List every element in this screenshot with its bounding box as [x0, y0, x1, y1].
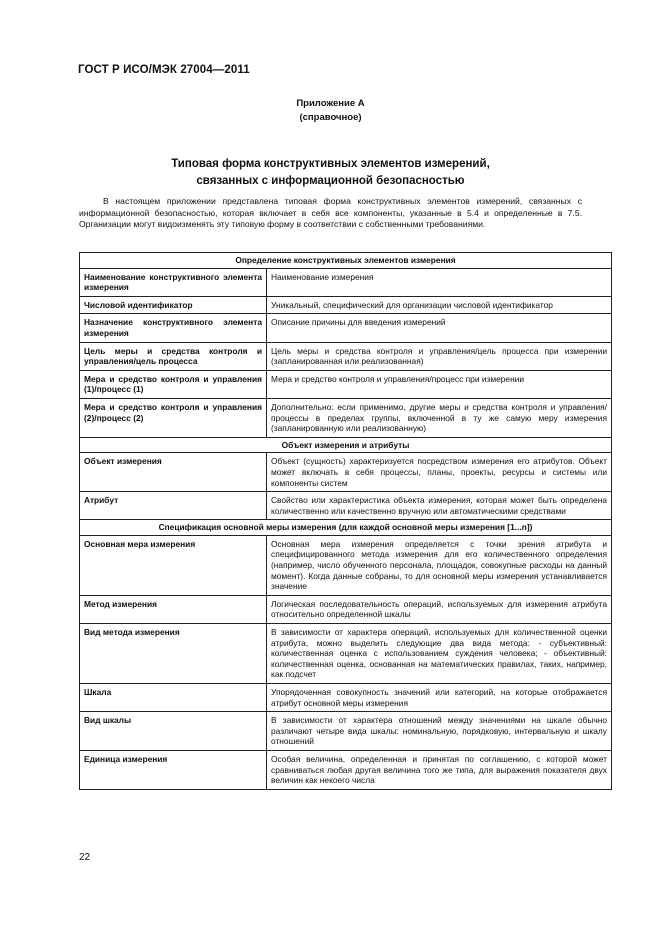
- table-row: [80, 453, 612, 492]
- title-line-1: Типовая форма конструктивных элементов измерений,: [171, 158, 490, 170]
- annex-label: Приложение А: [296, 98, 365, 109]
- table-row: [80, 750, 612, 789]
- intro-paragraph: В настоящем приложении представлена типовая форма конструктивных элементов измерений, связанных с информационной безопасностью, которая включает в себя все компоненты, указанные в 5.4 и определенные в 7.5. Организации могут видоизменять эту типовую форму в соответствии с собственными требованиями.: [79, 196, 582, 229]
- field-name: Основная мера измерения: [80, 535, 267, 595]
- field-name: Назначение конструктивного элемента измерения: [80, 314, 267, 342]
- field-name: Вид метода измерения: [80, 624, 267, 684]
- field-description: Цель меры и средства контроля и управления/цель процесса при измерении (запланированная или реализованная): [267, 342, 612, 370]
- field-description: Свойство или характеристика объекта измерения, которая может быть определена количественно или качественно вручную или автоматическими средствами: [267, 492, 612, 520]
- annex-heading: [0, 97, 661, 125]
- field-description: Описание причины для введения измерений: [267, 314, 612, 342]
- document-title: [0, 156, 661, 190]
- field-description: Наименование измерения: [267, 268, 612, 296]
- page-number: 22: [79, 852, 91, 863]
- field-description: Логическая последовательность операций, используемых для измерения атрибута относительно определенной шкалы: [267, 595, 612, 623]
- field-name: Метод измерения: [80, 595, 267, 623]
- table-row: [80, 595, 612, 623]
- field-description: Объект (сущность) характеризуется посредством измерения его атрибутов. Объект может включать в себя процессы, планы, проекты, ресурсы и системы или компоненты систем: [267, 453, 612, 492]
- table-row: [80, 624, 612, 684]
- table-row: [80, 342, 612, 370]
- field-description: Упорядоченная совокупность значений или категорий, на которые отображается атрибут основной меры измерения: [267, 684, 612, 712]
- field-name: Наименование конструктивного элемента измерения: [80, 268, 267, 296]
- table-row: [80, 268, 612, 296]
- field-name: Объект измерения: [80, 453, 267, 492]
- field-description: Мера и средство контроля и управления/процесс при измерении: [267, 370, 612, 398]
- standard-code: ГОСТ Р ИСО/МЭК 27004—2011: [78, 64, 250, 76]
- field-description: В зависимости от характера отношений между значениями на шкале обычно различают четыре вида шкалы: номинальную, порядковую, интервальную и шкалу отношений: [267, 712, 612, 751]
- section-header-row: [80, 253, 612, 269]
- section-heading: Спецификация основной меры измерения (для каждой основной меры измерения [1...n]): [80, 520, 612, 536]
- field-description: Особая величина, определенная и принятая по соглашению, с которой может сравниваться любая другая величина того же типа, для выражения показателя двух величин как некоего числа: [267, 750, 612, 789]
- table-row: [80, 492, 612, 520]
- measurement-construct-table: [79, 252, 612, 790]
- section-heading: Определение конструктивных элементов измерения: [80, 253, 612, 269]
- table-row: [80, 296, 612, 314]
- field-description: Основная мера измерения определяется с точки зрения атрибута и специфицированного метода измерения для его количественного определения (например, число обученного персонала, площадок, совокупные расходы на данный момент). Когда данные собраны, то для основной меры измерения устанавливается значение: [267, 535, 612, 595]
- field-name: Числовой идентификатор: [80, 296, 267, 314]
- table-row: [80, 398, 612, 437]
- table-row: [80, 314, 612, 342]
- table-row: [80, 684, 612, 712]
- field-name: Мера и средство контроля и управления (2)/процесс (2): [80, 398, 267, 437]
- field-name: Атрибут: [80, 492, 267, 520]
- title-line-2: связанных с информационной безопасностью: [196, 175, 465, 187]
- section-header-row: [80, 520, 612, 536]
- field-name: Цель меры и средства контроля и управления/цель процесса: [80, 342, 267, 370]
- section-heading: Объект измерения и атрибуты: [80, 437, 612, 453]
- table-row: [80, 535, 612, 595]
- table-row: [80, 370, 612, 398]
- field-name: Единица измерения: [80, 750, 267, 789]
- field-name: Мера и средство контроля и управления (1)/процесс (1): [80, 370, 267, 398]
- field-description: Уникальный, специфический для организации числовой идентификатор: [267, 296, 612, 314]
- annex-status: (справочное): [299, 112, 362, 123]
- field-description: В зависимости от характера операций, используемых для количественной оценки атрибута, можно выделить следующие два вида метода: - субъективный: количественная оценка с использованием суждения человека; - объективный: количественная оценка, основанная на математических правилах, таких, например, как подсчет: [267, 624, 612, 684]
- field-description: Дополнительно: если применимо, другие меры и средства контроля и управления/процессы в пределах группы, включенной в ту же самую меру измерения (запланированную или реализованную): [267, 398, 612, 437]
- field-name: Вид шкалы: [80, 712, 267, 751]
- field-name: Шкала: [80, 684, 267, 712]
- table-row: [80, 712, 612, 751]
- section-header-row: [80, 437, 612, 453]
